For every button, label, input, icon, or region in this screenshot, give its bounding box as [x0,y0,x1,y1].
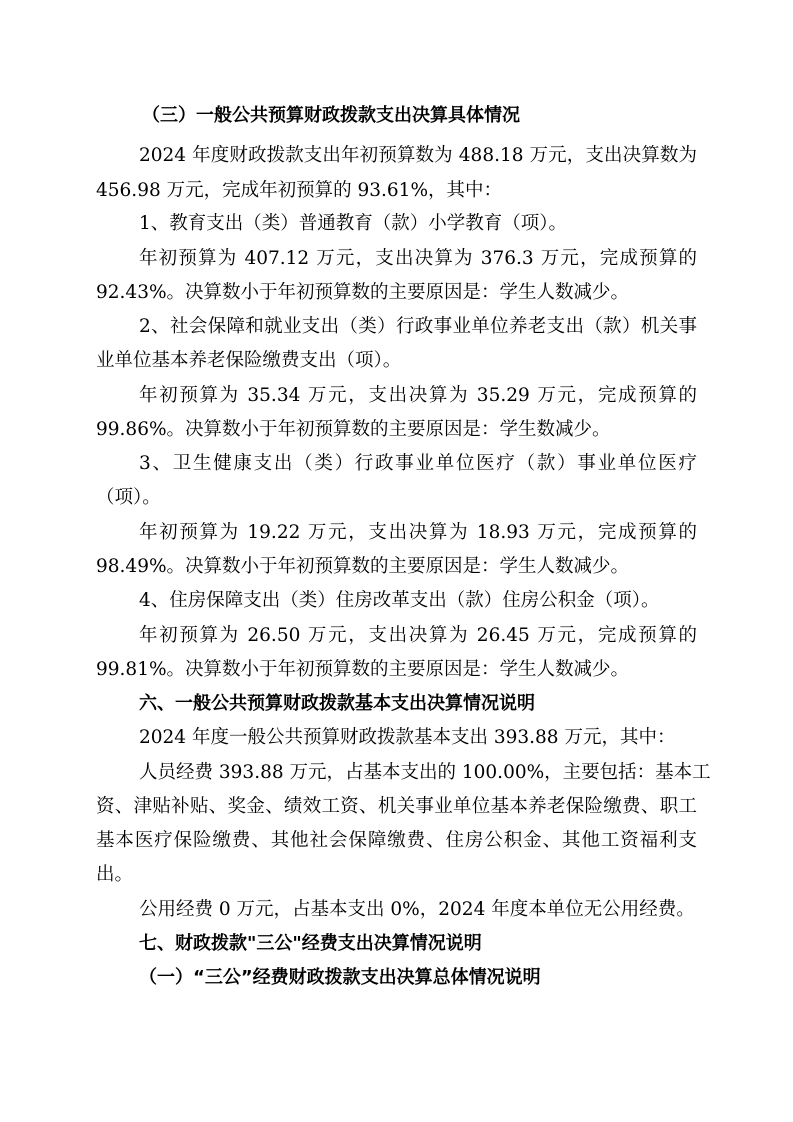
paragraph-line: 456.98 万元，完成年初预算的 93.61%，其中： [96,180,503,201]
paragraph-line: 2、社会保障和就业支出（类）行政事业单位养老支出（款）机关事 [139,316,697,337]
paragraph-line: 2024 年度一般公共预算财政拨款基本支出 393.88 万元，其中： [139,727,676,748]
paragraph-line: 人员经费 393.88 万元，占基本支出的 100.00%，主要包括：基本工 [139,762,711,783]
section-heading-7: 七、财政拨款"三公"经费支出决算情况说明 [139,933,482,954]
paragraph-line: 3、卫生健康支出（类）行政事业单位医疗（款）事业单位医疗 [139,453,697,474]
paragraph-line: 99.81%。决算数小于年初预算数的主要原因是：学生人数减少。 [96,659,630,680]
subsection-heading-1: （一）“三公”经费财政拨款支出决算总体情况说明 [139,967,541,988]
paragraph-line: 年初预算为 19.22 万元，支出决算为 18.93 万元，完成预算的 [139,522,697,543]
section-heading-6: 六、一般公共预算财政拨款基本支出决算情况说明 [139,693,535,714]
paragraph-line: 公用经费 0 万元，占基本支出 0%，2024 年度本单位无公用经费。 [139,899,695,920]
paragraph-line: 出。 [96,864,134,885]
paragraph-line: 99.86%。决算数小于年初预算数的主要原因是：学生数减少。 [96,419,611,440]
section-heading-3: （三）一般公共预算财政拨款支出决算具体情况 [142,105,520,126]
paragraph-line: 年初预算为 407.12 万元，支出决算为 376.3 万元，完成预算的 [139,248,697,269]
paragraph-line: 年初预算为 35.34 万元，支出决算为 35.29 万元，完成预算的 [139,385,697,406]
paragraph-line: 98.49%。决算数小于年初预算数的主要原因是：学生人数减少。 [96,556,630,577]
paragraph-line: 1、教育支出（类）普通教育（款）小学教育（项）。 [139,213,568,234]
paragraph-line: 业单位基本养老保险缴费支出（项）。 [96,350,402,371]
paragraph-line: 资、津贴补贴、奖金、绩效工资、机关事业单位基本养老保险缴费、职工 [96,796,697,817]
paragraph-line: （项）。 [96,487,161,508]
paragraph-line: 2024 年度财政拨款支出年初预算数为 488.18 万元，支出决算数为 [139,145,697,166]
paragraph-line: 4、住房保障支出（类）住房改革支出（款）住房公积金（项）。 [139,590,660,611]
paragraph-line: 年初预算为 26.50 万元，支出决算为 26.45 万元，完成预算的 [139,625,697,646]
paragraph-line: 92.43%。决算数小于年初预算数的主要原因是：学生人数减少。 [96,282,630,303]
paragraph-line: 基本医疗保险缴费、其他社会保障缴费、住房公积金、其他工资福利支 [96,830,697,851]
